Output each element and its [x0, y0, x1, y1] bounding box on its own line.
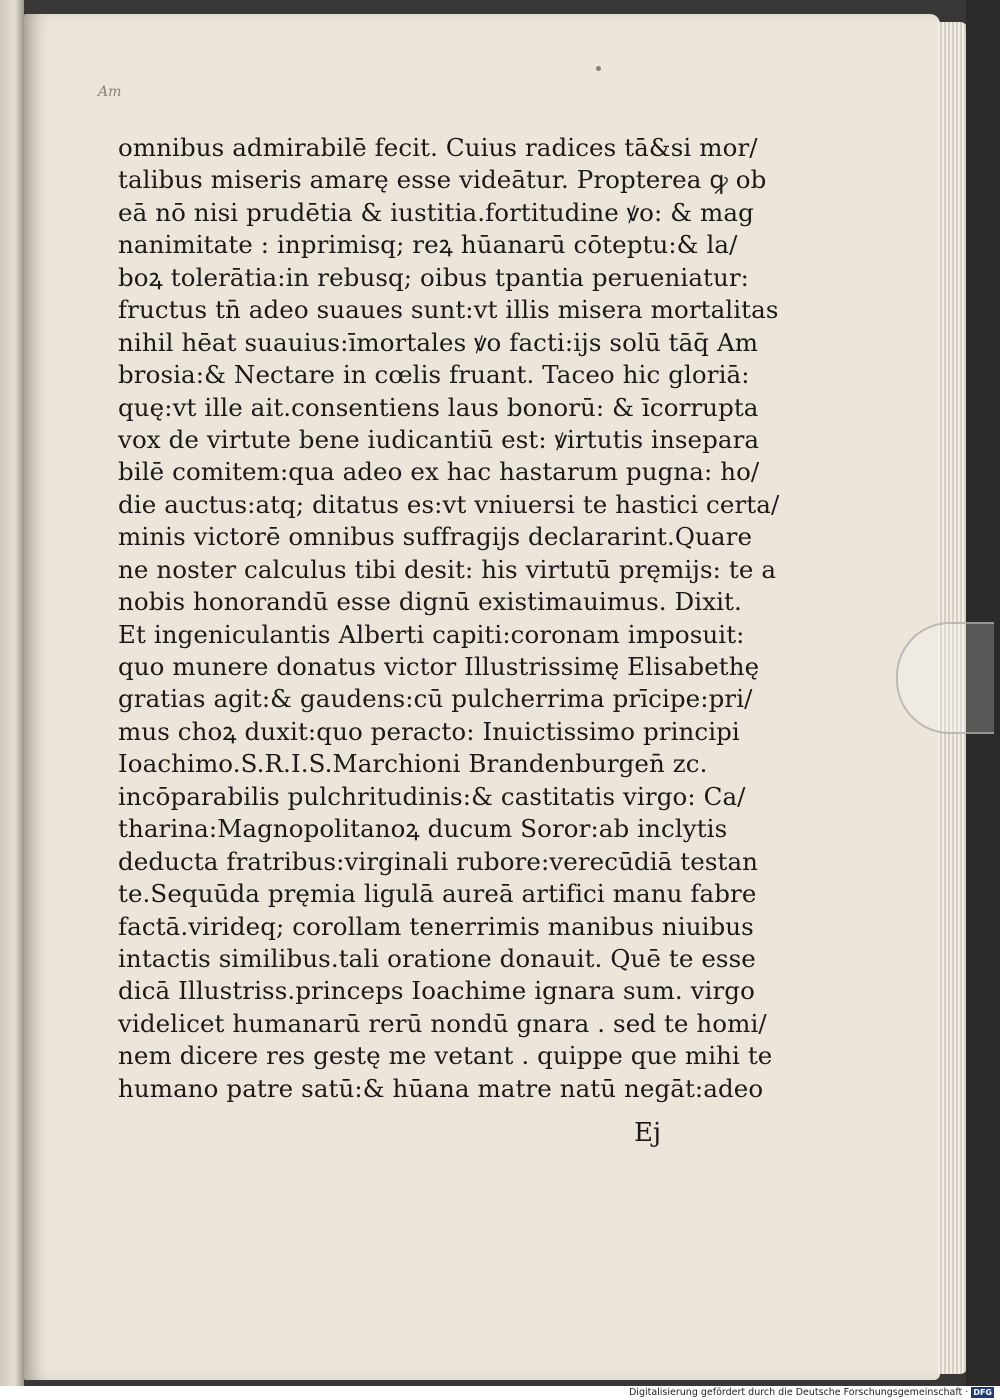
text-line: nobis honorandū esse dignū existimauimus. Dixit. [118, 587, 742, 617]
text-line: incōparabilis pulchritudinis:& castitatis virgo: Ca/ [118, 781, 746, 811]
footer-bar [0, 1386, 1000, 1400]
text-line: mus choꝝ duxit:quo peracto: Inuictissimo principi [118, 716, 740, 746]
facing-page-edge [0, 0, 24, 1386]
dfg-logo: DFG [973, 1388, 992, 1397]
text-line: brosia:& Nectare in cœlis fruant. Taceo hic gloriā: [118, 360, 750, 390]
text-line: talibus miseris amarę esse videātur. Propterea ꝙ ob [118, 165, 767, 195]
ink-spot [596, 66, 601, 71]
text-line: ne noster calculus tibi desit: his virtutū pręmijs: te a [118, 554, 777, 584]
text-line: omnibus admirabilē fecit. Cuius radices tā&si mor/ [118, 133, 758, 162]
text-line: fructus tn̄ adeo suaues sunt:vt illis misera mortalitas [118, 295, 779, 325]
text-line: eā nō nisi prudētia & iustitia.fortitudine ꝟo: & mag [118, 197, 754, 227]
page-clip [896, 622, 994, 734]
text-line: deducta fratribus:virginali rubore:verecūdiā testan [118, 846, 759, 876]
text-line: boꝝ tolerātia:in rebusq; oibus tpantia perueniatur: [118, 262, 750, 292]
text-line: Et ingeniculantis Alberti capiti:coronam imposuit: [118, 619, 745, 649]
margin-note: Am [98, 84, 122, 100]
text-line: nanimitate : inprimisq; reꝝ hūanarū cōteptu:& la/ [118, 230, 738, 260]
text-line: die auctus:atq; ditatus es:vt vniuersi te hastici certa/ [118, 489, 780, 519]
text-line: minis victorē omnibus suffragijs declararint.Quare [118, 522, 753, 552]
text-line: nihil hēat suauius:īmortales ꝟo facti:ijs solū tāq̄ Am [118, 327, 759, 357]
signature-mark: Ej [634, 1118, 662, 1148]
text-line: gratias agit:& gaudens:cū pulcherrima prīcipe:pri/ [118, 684, 753, 714]
footer-credit: Digitalisierung gefördert durch die Deutsche Forschungsgemeinschaft · [628, 1387, 969, 1398]
text-line: Ioachimo.S.R.I.S.Marchioni Brandenburgen̄ zc. [118, 749, 708, 779]
text-line: vox de virtute bene iudicantiū est: ꝟirtutis insepara [118, 424, 760, 454]
text-line: bilē comitem:qua adeo ex hac hastarum pugna: ho/ [118, 457, 760, 487]
text-line: intactis similibus.tali oratione donauit. Quē te esse [118, 943, 756, 973]
text-line: nem dicere res gestę me vetant . quippe que mihi te [118, 1041, 773, 1071]
text-line: videlicet humanarū rerū nondū gnara . sed te homi/ [118, 1008, 767, 1038]
text-column [118, 132, 810, 1105]
text-line: quo munere donatus victor Illustrissimę Elisabethę [118, 652, 760, 681]
text-line: tharina:Magnopolitanoꝝ ducum Soror:ab inclytis [118, 814, 728, 844]
footer-credit-row [629, 1386, 994, 1400]
text-line: quę:vt ille ait.consentiens laus bonorū: & īcorrupta [118, 392, 759, 422]
text-line: dicā Illustriss.princeps Ioachime ignara sum. virgo [118, 976, 755, 1006]
text-line: humano patre satū:& hūana matre natū negāt:adeo [118, 1073, 764, 1103]
text-line: te.Sequūda pręmia ligulā aureā artifici manu fabre [118, 879, 757, 909]
text-line: factā.virideq; corollam tenerrimis manibus niuibus [118, 911, 754, 941]
